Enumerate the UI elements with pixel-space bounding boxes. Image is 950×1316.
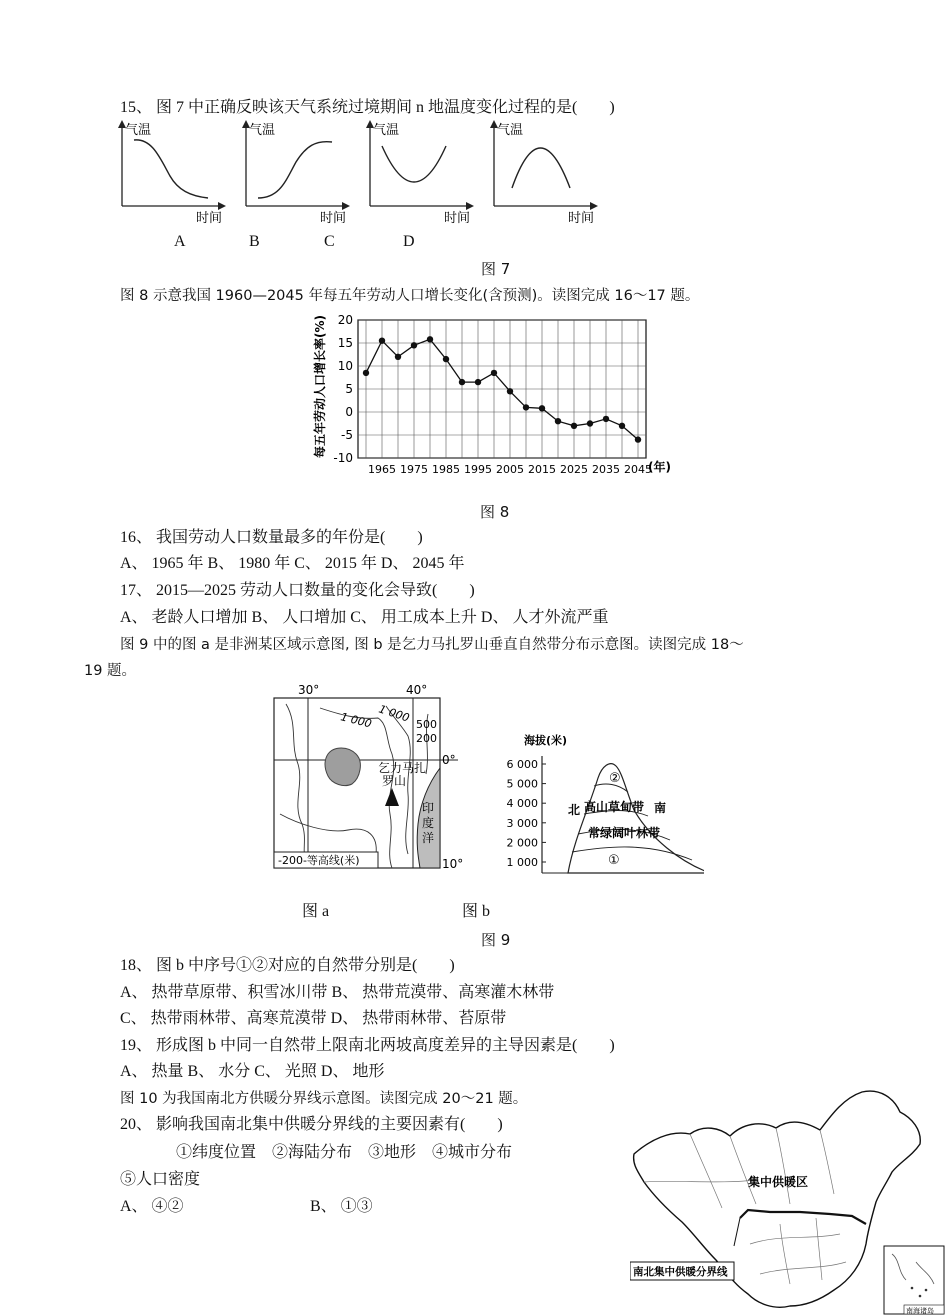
figure-9a-africa-map (268, 684, 468, 874)
x-axis-unit: (年) (648, 460, 671, 474)
heating-region-label: 集中供暖区 (748, 1175, 809, 1189)
data-point (459, 379, 465, 385)
question-16-stem: 16、 我国劳动人口数量最多的年份是( ) (120, 529, 423, 546)
contour-label: 1 000 (377, 702, 412, 725)
data-point (443, 356, 449, 362)
contour-label: 500 (416, 718, 437, 731)
figure-8-line-chart (308, 310, 688, 480)
x-axis-label: 时间 (320, 211, 347, 226)
x-tick-label: 2025 (560, 463, 588, 476)
question-20-option-b: B、 ①③ (310, 1198, 373, 1215)
question-18-options-1: A、 热带草原带、积雪冰川带 B、 热带荒漠带、高寒灌木林带 (120, 984, 555, 1001)
y-tick-label: 15 (337, 336, 353, 350)
contour-label: 1 000 (339, 710, 373, 731)
y-axis-label: 气温 (125, 123, 152, 138)
question-20-stem: 20、 影响我国南北集中供暖分界线的主要因素有( ) (120, 1116, 503, 1133)
data-point (635, 436, 641, 442)
lat-10-label: 10° (442, 857, 464, 871)
altitude-tick-label: 1 000 (506, 856, 538, 869)
figure-7-caption: 图 7 (481, 260, 511, 278)
question-20-factors: ①纬度位置 ②海陆分布 ③地形 ④城市分布 (176, 1144, 513, 1161)
question-16-options: A、 1965 年 B、 1980 年 C、 2015 年 D、 2045 年 (120, 555, 465, 572)
question-19-stem: 19、 形成图 b 中同一自然带上限南北两坡高度差异的主导因素是( ) (120, 1037, 615, 1054)
figure-7-temperature-curves (112, 118, 632, 228)
y-axis-label: 气温 (373, 123, 400, 138)
figure-9a-label: 图 a (302, 903, 330, 920)
altitude-tick-label: 5 000 (506, 777, 538, 791)
y-axis-label: 气温 (249, 123, 276, 138)
question-20-option-a: A、 ④② (120, 1198, 184, 1215)
zone-2-label: ② (609, 771, 621, 786)
data-point (475, 379, 481, 385)
ocean-label: 洋 (422, 831, 435, 845)
x-axis-label: 时间 (196, 211, 223, 226)
figure-10-china-heating-map (630, 1084, 950, 1316)
data-point (587, 420, 593, 426)
mountain-name-line1: 乞力马扎 (378, 761, 427, 775)
question-18-options-2: C、 热带雨林带、高寒荒漠带 D、 热带雨林带、苔原带 (120, 1010, 507, 1027)
figure-9-intro-line1: 图 9 中的图 a 是非洲某区域示意图, 图 b 是乞力马扎罗山垂直自然带分布示意图。读图完成 18～ (120, 637, 744, 653)
option-d-label: D (403, 233, 415, 250)
y-tick-label: 20 (337, 313, 353, 327)
data-point (427, 336, 433, 342)
contour-legend: -200-等高线(米) (278, 854, 360, 867)
x-axis-label: 时间 (568, 211, 595, 226)
question-17-stem: 17、 2015—2025 劳动人口数量的变化会导致( ) (120, 582, 475, 599)
question-18-stem: 18、 图 b 中序号①②对应的自然带分别是( ) (120, 957, 455, 974)
x-tick-label: 2015 (528, 463, 556, 476)
data-point (523, 404, 529, 410)
mountain-name-line2: 罗山 (382, 774, 407, 788)
y-tick-label: 5 (345, 382, 353, 396)
option-c-label: C (324, 233, 335, 250)
figure-9b-vertical-zones (504, 730, 704, 880)
data-point (555, 418, 561, 424)
lat-0-label: 0° (442, 753, 456, 767)
option-a-label: A (174, 233, 186, 250)
x-tick-label: 2045 (624, 463, 652, 476)
data-point (603, 416, 609, 422)
south-slope-label: 南 (654, 801, 667, 815)
figure-9-intro-line2: 19 题。 (84, 663, 137, 679)
question-20-factor-5: ⑤人口密度 (120, 1171, 201, 1188)
curve-panel-a (118, 120, 226, 226)
data-point (539, 405, 545, 411)
data-point (411, 342, 417, 348)
question-19-options: A、 热量 B、 水分 C、 光照 D、 地形 (120, 1063, 385, 1080)
x-axis-label: 时间 (444, 211, 471, 226)
x-tick-label: 1975 (400, 463, 428, 476)
y-axis-title: 每五年劳动人口增长率(%) (313, 315, 327, 458)
altitude-tick-label: 6 000 (506, 758, 538, 771)
question-15-stem: 15、 图 7 中正确反映该天气系统过境期间 n 地温度变化过程的是( ) (120, 99, 615, 116)
figure-9-caption: 图 9 (481, 931, 511, 949)
y-axis-label: 气温 (497, 123, 524, 138)
x-tick-label: 2005 (496, 463, 524, 476)
lake-victoria (325, 748, 360, 786)
x-tick-label: 1985 (432, 463, 460, 476)
data-point (571, 423, 577, 429)
x-tick-label: 1995 (464, 463, 492, 476)
ocean-label: 印 (422, 801, 435, 815)
figure-9b-label: 图 b (462, 903, 491, 920)
x-tick-label: 1965 (368, 463, 396, 476)
boundary-legend-label: 南北集中供暖分界线 (633, 1266, 728, 1278)
inset-label: 南海诸岛 (906, 1307, 934, 1315)
north-slope-label: 北 (568, 803, 581, 817)
data-point (363, 370, 369, 376)
curve-panel-d (490, 120, 598, 226)
lon-40-label: 40° (406, 684, 428, 697)
meadow-zone-label: 高山草甸带 (584, 800, 645, 814)
figure-8-caption: 图 8 (480, 503, 510, 521)
y-tick-label: 0 (345, 405, 353, 419)
option-b-label: B (249, 233, 260, 250)
data-point (491, 370, 497, 376)
data-point (379, 338, 385, 344)
figure-8-intro: 图 8 示意我国 1960—2045 年每五年劳动人口增长变化(含预测)。读图完成 16～17 题。 (120, 288, 700, 304)
lon-30-label: 30° (298, 684, 320, 697)
altitude-axis-title: 海拔(米) (524, 734, 568, 747)
ocean-label: 度 (422, 816, 435, 830)
curve-panel-b (242, 120, 350, 226)
forest-zone-label: 常绿阔叶林带 (588, 826, 661, 840)
x-tick-label: 2035 (592, 463, 620, 476)
y-tick-label: 10 (337, 359, 353, 373)
contour-label: 200 (416, 732, 437, 745)
zone-1-label: ① (608, 853, 620, 868)
curve-panel-c (366, 120, 474, 226)
y-tick-label: -5 (341, 428, 353, 442)
altitude-tick-label: 2 000 (506, 836, 538, 850)
altitude-tick-label: 3 000 (506, 816, 538, 830)
question-17-options: A、 老龄人口增加 B、 人口增加 C、 用工成本上升 D、 人才外流严重 (120, 609, 609, 626)
data-point (395, 354, 401, 360)
data-point (619, 423, 625, 429)
figure-10-intro: 图 10 为我国南北方供暖分界线示意图。读图完成 20～21 题。 (120, 1091, 528, 1107)
y-tick-label: -10 (333, 451, 353, 465)
data-point (507, 388, 513, 394)
altitude-tick-label: 4 000 (506, 797, 538, 811)
